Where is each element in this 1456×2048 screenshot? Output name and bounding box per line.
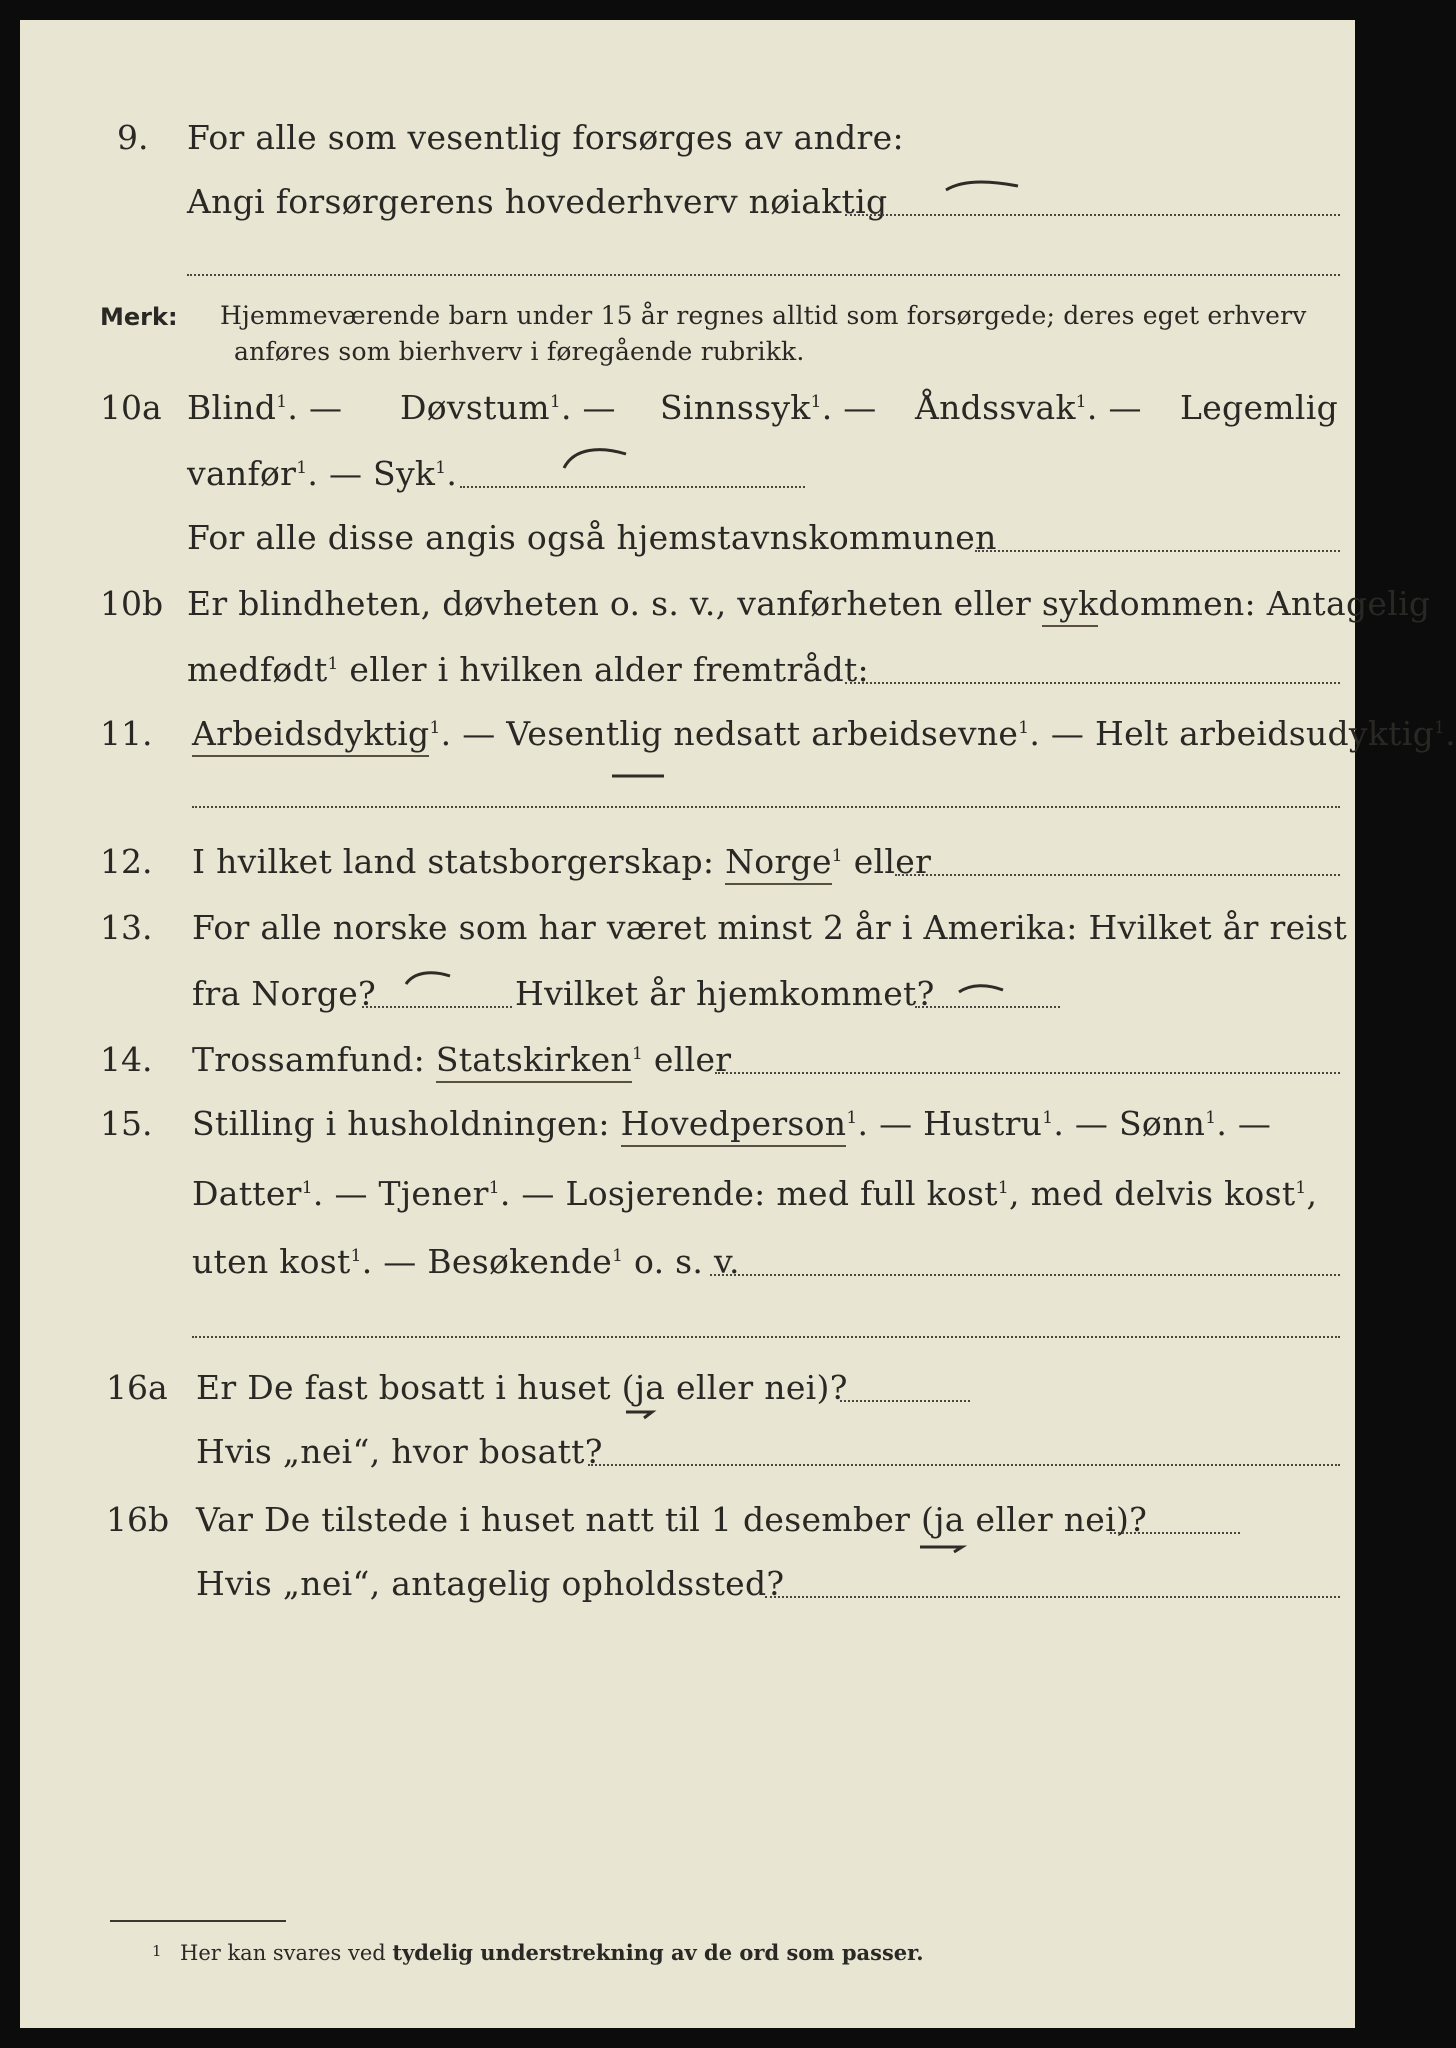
q14-answer-line[interactable] xyxy=(715,1072,1340,1074)
q9-answer-line-2[interactable] xyxy=(187,274,1340,276)
q16b-line1: Var De tilstede i huset natt til 1 desember (ja eller nei)? xyxy=(196,1500,1148,1539)
q16b-answer-line[interactable] xyxy=(1110,1532,1240,1534)
q15-line3: uten kost$^1$. — Besøkende$^1$ o. s. v. xyxy=(192,1242,740,1281)
q10b-number: 10b xyxy=(100,584,164,623)
q10a-handwritten-dash xyxy=(560,444,630,474)
footnote-text: Her kan svares ved tydelig understrekning av de ord som passer. xyxy=(180,1940,924,1965)
q16b-number: 16b xyxy=(106,1500,170,1539)
q13-handwritten-dash-1 xyxy=(402,968,454,988)
q10a-answer-line[interactable] xyxy=(460,486,805,488)
q14-underlined-statskirken: Statskirken xyxy=(436,1040,632,1083)
q10a-hjemstavn-line[interactable] xyxy=(975,550,1340,552)
q9-handwritten-dash xyxy=(942,178,1022,198)
q16a-number: 16a xyxy=(106,1368,168,1407)
census-form-page xyxy=(20,20,1456,2028)
q15-answer-line-2[interactable] xyxy=(192,1336,1340,1338)
q13-reist-answer-line[interactable] xyxy=(362,1006,512,1008)
q12-answer-line[interactable] xyxy=(895,874,1340,876)
q15-line1: Stilling i husholdningen: Hovedperson$^1$. — Hustru$^1$. — Sønn$^1$. — xyxy=(192,1104,1271,1144)
q15-number: 15. xyxy=(100,1104,153,1143)
q10a-option-andssvak: Åndssvak$^1$. — xyxy=(915,388,1142,427)
q15-answer-line[interactable] xyxy=(710,1274,1340,1276)
q11-answer-line[interactable] xyxy=(192,806,1340,808)
q10b-answer-line[interactable] xyxy=(845,682,1340,684)
q16a-bosatt-answer-line[interactable] xyxy=(588,1464,1340,1466)
q10a-line3: For alle disse angis også hjemstavnskommunen xyxy=(187,518,997,557)
q11-line: Arbeidsdyktig$^1$. — Vesentlig nedsatt arbeidsevne$^1$. — Helt arbeidsudyktig$^1$. xyxy=(192,714,1456,754)
q13-handwritten-dash-2 xyxy=(955,982,1007,998)
q16b-line2: Hvis „nei“, antagelig opholdssted? xyxy=(196,1564,785,1603)
q14-line: Trossamfund: Statskirken$^1$ eller xyxy=(192,1040,731,1080)
q9-number: 9. xyxy=(117,118,149,157)
q16a-handwritten-mark xyxy=(622,1406,658,1420)
q10a-option-dovstum: Døvstum$^1$. — xyxy=(400,388,616,427)
q16a-line2: Hvis „nei“, hvor bosatt? xyxy=(196,1432,603,1471)
q13-line2-b: Hvilket år hjemkommet? xyxy=(515,974,935,1013)
q10b-line2: medfødt$^1$ eller i hvilken alder fremtrådt: xyxy=(187,650,869,689)
q9-answer-line[interactable] xyxy=(845,214,1340,216)
q12-underlined-norge: Norge xyxy=(725,842,832,885)
q12-line: I hvilket land statsborgerskap: Norge$^1$ eller xyxy=(192,842,931,882)
merk-label: Merk: xyxy=(100,303,178,331)
q15-line2: Datter$^1$. — Tjener$^1$. — Losjerende: med full kost$^1$, med delvis kost$^1$, xyxy=(192,1174,1318,1213)
footnote-mark: 1 xyxy=(152,1942,162,1960)
q13-line1: For alle norske som har været minst 2 år i Amerika: Hvilket år reist xyxy=(192,908,1348,947)
q10a-option-vanfor: vanfør$^1$. — Syk$^1$. xyxy=(187,454,458,493)
footnote-rule xyxy=(110,1920,286,1922)
q10b-underlined-syk: syk xyxy=(1042,584,1098,627)
q14-number: 14. xyxy=(100,1040,153,1079)
q16a-line1: Er De fast bosatt i huset (ja eller nei)? xyxy=(196,1368,848,1407)
q9-line2: Angi forsørgerens hovederhverv nøiaktig xyxy=(187,182,888,221)
q15-underlined-hovedperson: Hovedperson xyxy=(621,1104,847,1147)
q13-line2-a: fra Norge? xyxy=(192,974,377,1013)
q10a-option-blind: Blind$^1$. — xyxy=(187,388,343,427)
q16b-opholdssted-answer-line[interactable] xyxy=(765,1596,1340,1598)
q9-line1: For alle som vesentlig forsørges av andre: xyxy=(187,118,904,157)
q10a-number: 10a xyxy=(100,388,162,427)
merk-line2: anføres som bierhverv i føregående rubrikk. xyxy=(234,337,805,366)
q16a-answer-line[interactable] xyxy=(840,1400,970,1402)
q10a-option-sinnssyk: Sinnssyk$^1$. — xyxy=(660,388,877,427)
q11-underlined-arbeidsdyktig: Arbeidsdyktig xyxy=(192,714,429,757)
q12-number: 12. xyxy=(100,842,153,881)
q10b-line1: Er blindheten, døvheten o. s. v., vanførheten eller sykdommen: Antagelig xyxy=(187,584,1430,624)
merk-line1: Hjemmeværende barn under 15 år regnes alltid som forsørgede; deres eget erhverv xyxy=(220,301,1307,330)
q13-hjemkommet-answer-line[interactable] xyxy=(915,1006,1060,1008)
q13-number: 13. xyxy=(100,908,153,947)
q16b-handwritten-mark xyxy=(916,1540,968,1554)
q11-handwritten-mark xyxy=(608,768,668,782)
q10a-option-legemlig: Legemlig xyxy=(1180,388,1339,427)
q11-number: 11. xyxy=(100,714,153,753)
